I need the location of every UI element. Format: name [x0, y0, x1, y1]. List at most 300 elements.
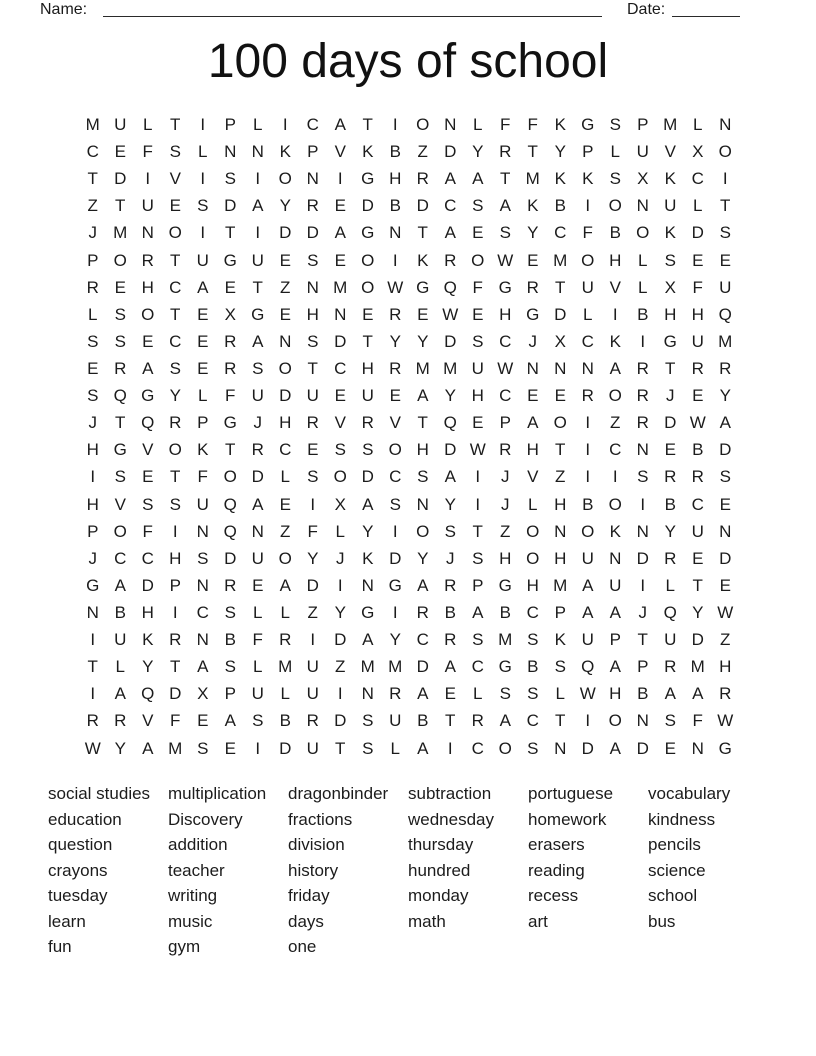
grid-letter: V: [169, 169, 181, 189]
grid-letter: G: [718, 738, 732, 758]
grid-letter: S: [362, 440, 374, 460]
grid-letter: A: [197, 277, 209, 297]
grid-letter: C: [279, 440, 292, 460]
grid-letter: C: [196, 603, 209, 623]
grid-letter: O: [113, 250, 127, 270]
grid-letter: M: [415, 359, 430, 379]
grid-letter: S: [169, 494, 181, 514]
grid-letter: K: [362, 548, 374, 568]
grid-letter: H: [526, 440, 539, 460]
grid-letter: X: [224, 304, 236, 324]
grid-letter: N: [416, 494, 429, 514]
grid-letter: R: [719, 359, 732, 379]
grid-letter: E: [527, 386, 539, 406]
grid-letter: E: [252, 575, 264, 595]
grid-letter: I: [722, 169, 728, 189]
grid-letter: A: [582, 575, 594, 595]
grid-letter: L: [253, 603, 263, 623]
grid-letter: N: [554, 521, 567, 541]
grid-letter: C: [471, 657, 484, 677]
grid-letter: A: [279, 575, 291, 595]
grid-letter: U: [719, 277, 732, 297]
grid-letter: H: [554, 548, 567, 568]
grid-letter: S: [527, 684, 539, 704]
grid-letter: S: [197, 738, 209, 758]
grid-letter: F: [142, 142, 153, 162]
grid-letter: O: [361, 277, 375, 297]
grid-letter: V: [609, 277, 621, 297]
grid-letter: C: [691, 494, 704, 514]
grid-letter: L: [253, 115, 263, 135]
grid-letter: C: [499, 331, 512, 351]
grid-letter: E: [692, 386, 704, 406]
word-list-item: learn: [48, 911, 86, 931]
word-list-item: vocabulary: [648, 784, 731, 803]
grid-letter: A: [142, 738, 154, 758]
grid-letter: E: [362, 304, 374, 324]
word-list-item: division: [288, 835, 345, 854]
grid-letter: S: [252, 359, 264, 379]
word-list-item: reading: [528, 860, 585, 880]
word-list-item: crayons: [48, 860, 108, 880]
grid-letter: T: [87, 657, 98, 677]
grid-letter: C: [609, 440, 622, 460]
grid-letter: R: [389, 684, 402, 704]
grid-letter: Z: [87, 196, 98, 216]
grid-letter: Y: [444, 386, 456, 406]
grid-letter: D: [691, 630, 704, 650]
grid-letter: I: [640, 494, 646, 514]
grid-letter: R: [416, 603, 429, 623]
grid-letter: G: [361, 223, 375, 243]
grid-letter: U: [114, 115, 127, 135]
grid-letter: P: [554, 603, 566, 623]
grid-letter: N: [251, 142, 264, 162]
grid-letter: S: [472, 331, 484, 351]
grid-letter: S: [609, 169, 621, 189]
word-list-column: [648, 781, 768, 960]
word-list-column: [408, 781, 528, 960]
grid-letter: G: [141, 386, 155, 406]
grid-letter: F: [692, 711, 703, 731]
grid-letter: E: [142, 331, 154, 351]
grid-letter: N: [334, 304, 347, 324]
grid-letter: P: [224, 684, 236, 704]
grid-letter: L: [638, 277, 648, 297]
grid-letter: V: [527, 467, 539, 487]
grid-letter: A: [417, 684, 429, 704]
grid-letter: I: [585, 413, 591, 433]
grid-letter: S: [664, 711, 676, 731]
grid-letter: I: [200, 223, 206, 243]
name-blank-line: [103, 0, 602, 17]
grid-letter: A: [114, 684, 126, 704]
grid-letter: N: [224, 142, 237, 162]
word-list-item: tuesday: [48, 886, 108, 905]
grid-letter: E: [224, 277, 236, 297]
grid-letter: A: [362, 630, 374, 650]
grid-letter: B: [609, 223, 621, 243]
grid-letter: R: [86, 277, 99, 297]
grid-letter: W: [579, 684, 596, 704]
word-list-item: fractions: [288, 809, 353, 829]
grid-letter: S: [527, 630, 539, 650]
grid-letter: B: [417, 711, 429, 731]
grid-letter: L: [88, 304, 98, 324]
grid-letter: G: [498, 657, 512, 677]
word-list-item: pencils: [648, 835, 701, 854]
grid-letter: D: [169, 684, 182, 704]
grid-letter: T: [170, 304, 181, 324]
grid-letter: E: [417, 304, 429, 324]
word-list-item: science: [648, 860, 706, 880]
grid-letter: D: [691, 223, 704, 243]
grid-letter: K: [527, 196, 539, 216]
grid-letter: I: [585, 440, 591, 460]
grid-letter: S: [169, 359, 181, 379]
grid-letter: R: [581, 386, 594, 406]
word-list-item: subtraction: [408, 784, 492, 803]
grid-letter: E: [719, 575, 731, 595]
grid-letter: R: [169, 630, 182, 650]
grid-letter: N: [279, 331, 292, 351]
grid-letter: T: [170, 250, 181, 270]
grid-letter: I: [310, 494, 316, 514]
grid-letter: I: [640, 575, 646, 595]
grid-letter: O: [581, 250, 595, 270]
grid-letter: A: [609, 359, 621, 379]
grid-letter: S: [169, 142, 181, 162]
grid-letter: U: [306, 657, 319, 677]
grid-letter: O: [168, 223, 182, 243]
grid-letter: O: [223, 467, 237, 487]
grid-letter: G: [223, 413, 237, 433]
word-list-item: school: [648, 886, 698, 905]
grid-letter: P: [87, 521, 99, 541]
grid-letter: M: [525, 169, 540, 189]
word-list-item: kindness: [648, 809, 716, 829]
grid-letter: B: [279, 711, 291, 731]
grid-letter: C: [114, 548, 127, 568]
grid-letter: Y: [719, 386, 731, 406]
grid-letter: W: [442, 304, 459, 324]
grid-letter: L: [280, 603, 290, 623]
grid-letter: C: [499, 386, 512, 406]
grid-letter: I: [200, 115, 206, 135]
grid-letter: V: [334, 413, 346, 433]
grid-letter: P: [224, 115, 236, 135]
grid-letter: Y: [417, 548, 429, 568]
grid-letter: P: [169, 575, 181, 595]
grid-letter: O: [113, 521, 127, 541]
grid-letter: B: [637, 684, 649, 704]
word-list-item: history: [288, 860, 339, 880]
grid-letter: E: [114, 142, 126, 162]
grid-letter: R: [664, 548, 677, 568]
grid-letter: D: [444, 142, 457, 162]
grid-letter: D: [664, 413, 677, 433]
grid-letter: E: [279, 250, 291, 270]
grid-letter: H: [361, 359, 374, 379]
date-blank-line: [672, 0, 740, 17]
grid-letter: Z: [720, 630, 731, 650]
grid-letter: H: [609, 250, 622, 270]
grid-letter: S: [444, 521, 456, 541]
grid-letter: K: [417, 250, 429, 270]
grid-letter: S: [197, 548, 209, 568]
grid-letter: S: [87, 331, 99, 351]
grid-letter: O: [168, 440, 182, 460]
grid-letter: I: [145, 169, 151, 189]
grid-letter: E: [719, 494, 731, 514]
grid-letter: E: [472, 223, 484, 243]
grid-letter: I: [612, 304, 618, 324]
grid-letter: G: [581, 115, 595, 135]
grid-letter: U: [251, 386, 264, 406]
grid-letter: A: [334, 223, 346, 243]
grid-letter: T: [555, 711, 566, 731]
grid-letter: S: [334, 440, 346, 460]
grid-letter: H: [141, 603, 154, 623]
grid-letter: Y: [444, 494, 456, 514]
word-list-item: days: [288, 911, 324, 931]
grid-letter: P: [609, 630, 621, 650]
grid-letter: W: [497, 359, 514, 379]
grid-letter: D: [581, 738, 594, 758]
grid-letter: R: [389, 359, 402, 379]
grid-letter: A: [719, 413, 731, 433]
word-list-item: bus: [648, 911, 676, 931]
grid-letter: A: [609, 603, 621, 623]
grid-letter: O: [608, 494, 622, 514]
grid-letter: D: [636, 548, 649, 568]
grid-letter: E: [334, 196, 346, 216]
grid-letter: K: [554, 115, 566, 135]
grid-letter: E: [224, 738, 236, 758]
grid-letter: E: [169, 196, 181, 216]
grid-letter: O: [526, 548, 540, 568]
grid-letter: Q: [581, 657, 595, 677]
grid-letter: N: [251, 521, 264, 541]
word-list-item: friday: [288, 886, 330, 905]
grid-letter: U: [581, 548, 594, 568]
grid-letter: F: [142, 521, 153, 541]
grid-letter: N: [361, 575, 374, 595]
grid-letter: D: [334, 630, 347, 650]
grid-letter: N: [196, 575, 209, 595]
grid-letter: T: [170, 115, 181, 135]
grid-letter: R: [499, 142, 512, 162]
grid-letter: S: [719, 223, 731, 243]
grid-letter: I: [612, 467, 618, 487]
grid-letter: E: [692, 548, 704, 568]
grid-letter: B: [389, 142, 401, 162]
grid-letter: S: [252, 711, 264, 731]
grid-letter: A: [582, 603, 594, 623]
grid-letter: N: [389, 223, 402, 243]
grid-letter: T: [500, 169, 511, 189]
grid-letter: E: [472, 413, 484, 433]
date-label: Date:: [627, 1, 666, 18]
grid-letter: G: [223, 250, 237, 270]
grid-letter: Q: [718, 304, 732, 324]
grid-letter: I: [255, 169, 261, 189]
grid-letter: E: [664, 440, 676, 460]
grid-letter: X: [197, 684, 209, 704]
grid-letter: B: [224, 630, 236, 650]
word-list-item: homework: [528, 809, 607, 829]
grid-letter: G: [113, 440, 127, 460]
grid-letter: I: [200, 169, 206, 189]
grid-letter: O: [416, 115, 430, 135]
grid-letter: O: [718, 142, 732, 162]
grid-letter: Z: [307, 603, 318, 623]
grid-letter: S: [307, 467, 319, 487]
grid-letter: E: [279, 304, 291, 324]
grid-letter: P: [307, 142, 319, 162]
grid-letter: D: [719, 548, 732, 568]
grid-letter: J: [501, 494, 510, 514]
grid-letter: Q: [223, 521, 237, 541]
word-search-grid: [79, 111, 739, 762]
grid-letter: P: [197, 413, 209, 433]
grid-letter: T: [417, 223, 428, 243]
grid-letter: M: [553, 250, 568, 270]
grid-letter: U: [581, 277, 594, 297]
grid-letter: L: [638, 250, 648, 270]
grid-letter: J: [336, 548, 345, 568]
grid-letter: U: [691, 331, 704, 351]
grid-letter: J: [528, 331, 537, 351]
grid-letter: J: [88, 413, 97, 433]
grid-letter: A: [527, 413, 539, 433]
grid-letter: Q: [113, 386, 127, 406]
grid-letter: R: [389, 304, 402, 324]
grid-letter: K: [362, 142, 374, 162]
word-list-item: monday: [408, 886, 469, 905]
grid-letter: I: [337, 169, 343, 189]
grid-letter: A: [444, 467, 456, 487]
grid-letter: J: [88, 223, 97, 243]
word-list-item: one: [288, 937, 317, 956]
grid-letter: K: [664, 223, 676, 243]
grid-letter: O: [416, 521, 430, 541]
grid-letter: R: [444, 250, 457, 270]
grid-letter: N: [636, 711, 649, 731]
grid-letter: J: [88, 548, 97, 568]
grid-letter: D: [334, 711, 347, 731]
word-list-item: hundred: [408, 860, 471, 880]
grid-letter: H: [526, 575, 539, 595]
grid-letter: N: [636, 196, 649, 216]
grid-letter: L: [665, 575, 675, 595]
grid-letter: K: [609, 521, 621, 541]
grid-letter: R: [416, 169, 429, 189]
grid-letter: D: [719, 440, 732, 460]
grid-letter: I: [392, 603, 398, 623]
word-list-item: art: [528, 911, 548, 931]
grid-letter: N: [719, 521, 732, 541]
grid-letter: Z: [500, 521, 511, 541]
grid-letter: I: [90, 684, 96, 704]
grid-letter: R: [114, 711, 127, 731]
word-list-item: portuguese: [528, 784, 614, 803]
grid-letter: S: [527, 738, 539, 758]
grid-letter: U: [691, 521, 704, 541]
grid-letter: A: [472, 603, 484, 623]
grid-letter: J: [666, 386, 675, 406]
grid-letter: E: [554, 386, 566, 406]
grid-letter: O: [526, 521, 540, 541]
grid-letter: Q: [443, 277, 457, 297]
grid-letter: T: [445, 711, 456, 731]
grid-letter: C: [471, 738, 484, 758]
grid-letter: Q: [443, 413, 457, 433]
grid-letter: D: [636, 738, 649, 758]
grid-letter: S: [197, 196, 209, 216]
grid-letter: X: [554, 331, 566, 351]
grid-letter: Y: [169, 386, 181, 406]
grid-letter: R: [636, 386, 649, 406]
grid-letter: O: [333, 467, 347, 487]
grid-letter: N: [636, 440, 649, 460]
grid-letter: U: [251, 684, 264, 704]
grid-letter: T: [252, 277, 263, 297]
grid-letter: E: [197, 711, 209, 731]
grid-letter: N: [581, 359, 594, 379]
word-list-item: wednesday: [408, 809, 495, 829]
grid-letter: H: [389, 169, 402, 189]
grid-letter: W: [717, 711, 734, 731]
grid-letter: F: [500, 115, 511, 135]
grid-letter: D: [334, 331, 347, 351]
grid-letter: W: [717, 603, 734, 623]
grid-letter: E: [197, 359, 209, 379]
grid-letter: A: [362, 494, 374, 514]
grid-letter: R: [306, 196, 319, 216]
grid-letter: L: [198, 386, 208, 406]
grid-letter: B: [444, 603, 456, 623]
grid-letter: Z: [335, 657, 346, 677]
grid-letter: D: [554, 304, 567, 324]
word-list-item: erasers: [528, 835, 585, 854]
grid-letter: Q: [223, 494, 237, 514]
grid-letter: L: [473, 115, 483, 135]
grid-letter: H: [719, 657, 732, 677]
grid-letter: T: [170, 467, 181, 487]
grid-letter: O: [278, 169, 292, 189]
grid-letter: L: [253, 657, 263, 677]
grid-letter: F: [225, 386, 236, 406]
grid-letter: A: [334, 115, 346, 135]
grid-letter: R: [664, 657, 677, 677]
grid-letter: N: [636, 521, 649, 541]
grid-letter: X: [334, 494, 346, 514]
grid-letter: M: [333, 277, 348, 297]
grid-letter: S: [389, 494, 401, 514]
grid-letter: D: [444, 440, 457, 460]
grid-letter: S: [472, 196, 484, 216]
grid-letter: L: [528, 494, 538, 514]
grid-letter: I: [282, 115, 288, 135]
grid-letter: D: [279, 223, 292, 243]
word-list-item: education: [48, 809, 122, 829]
grid-letter: N: [554, 738, 567, 758]
grid-letter: O: [278, 359, 292, 379]
grid-letter: R: [471, 711, 484, 731]
grid-letter: Q: [141, 413, 155, 433]
grid-letter: H: [609, 684, 622, 704]
